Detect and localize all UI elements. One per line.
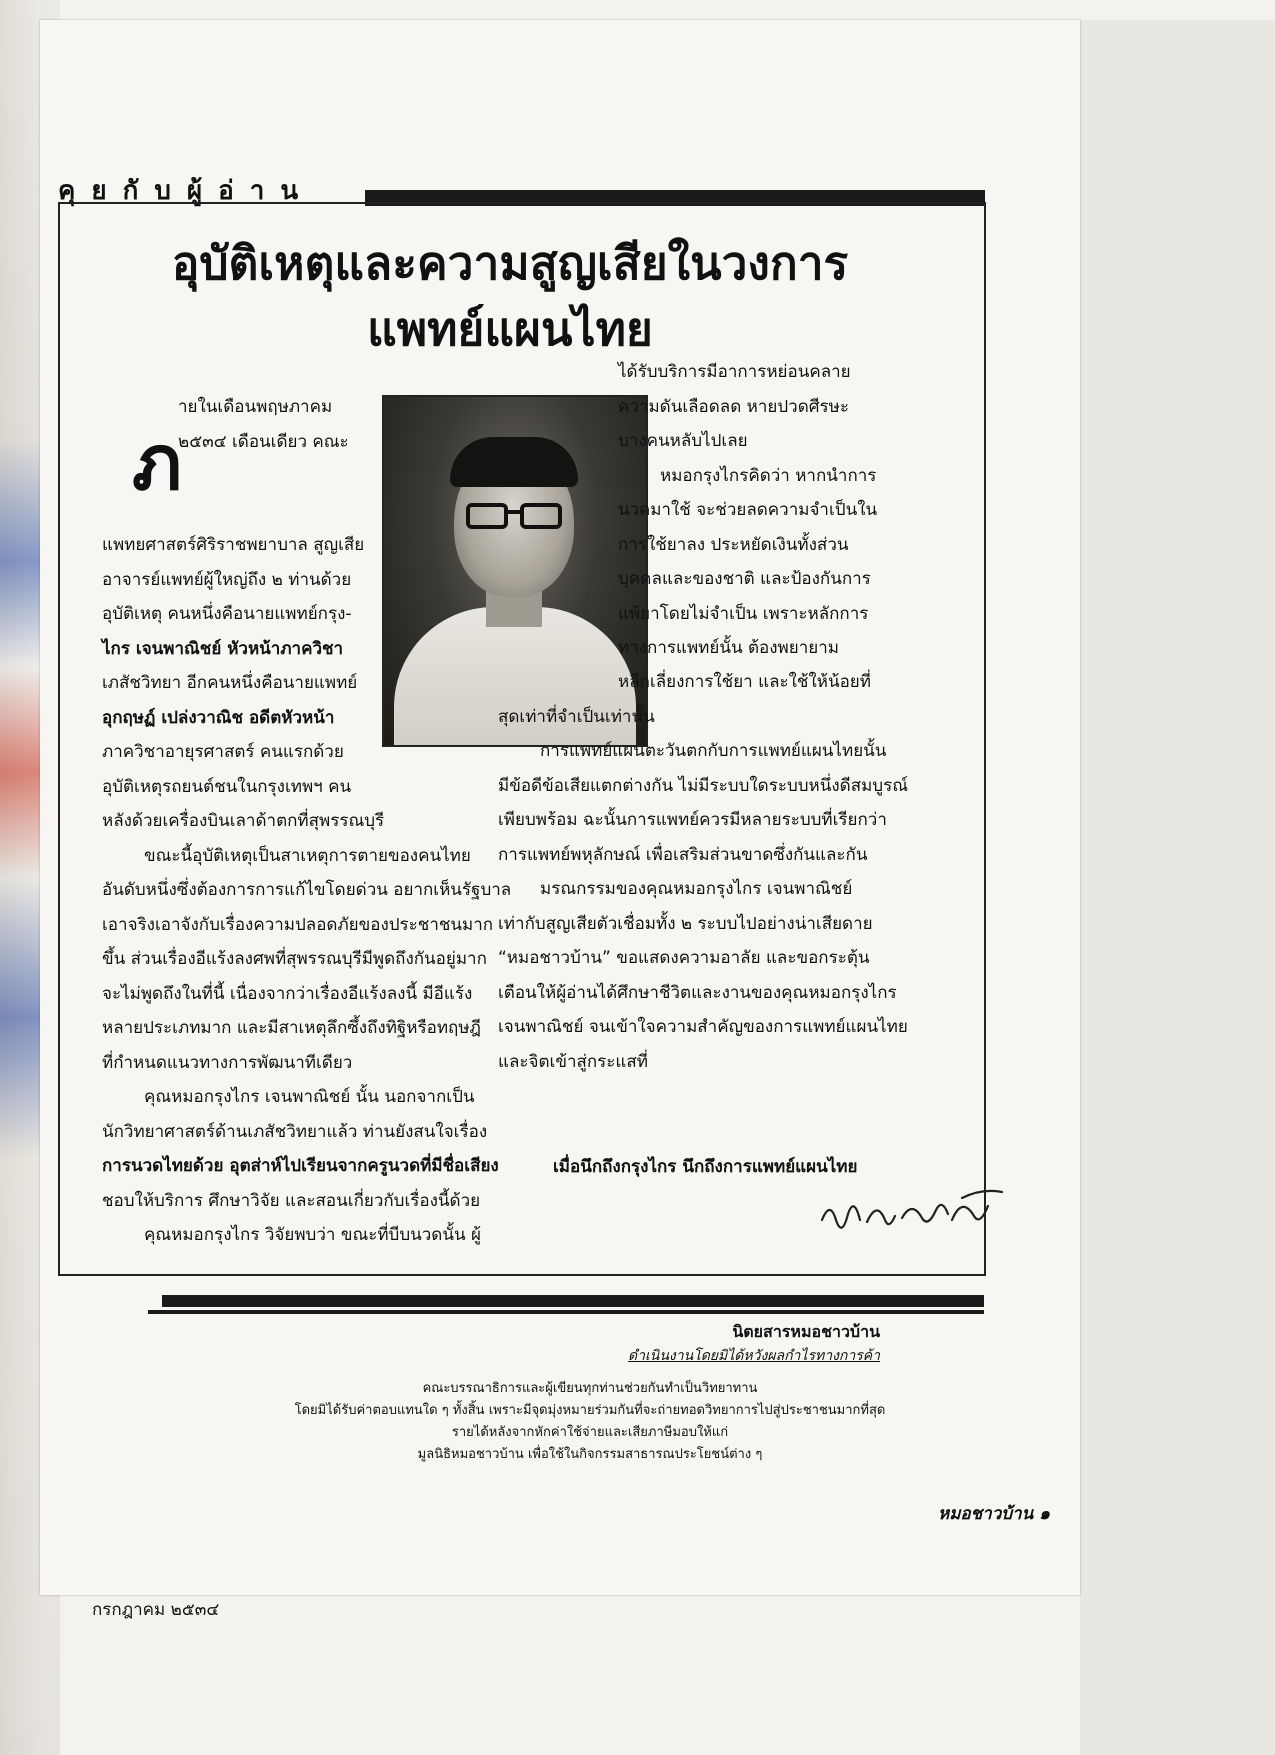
article-line: บางคนหลับไปเลย (618, 431, 748, 451)
footer-line: รายได้หลังจากหักค่าใช้จ่ายและเสียภาษีมอบให้แก่ (451, 1425, 729, 1440)
article-line: เตือนให้ผู้อ่านได้ศึกษาชีวิตและงานของคุณหมอกรุงไกร (498, 982, 897, 1003)
article-line: คุณหมอกรุงไกร วิจัยพบว่า ขณะที่บีบนวดนั้น ผู้ (144, 1225, 481, 1245)
article-line: เภสัชวิทยา อีกคนหนึ่งคือนายแพทย์ (102, 673, 358, 693)
article-line: และจิตเข้าสู่กระแสที่ (498, 1051, 648, 1072)
article-line: อันดับหนึ่งซึ่งต้องการการแก้ไขโดยด่วน อยากเห็นรัฐบาล (102, 880, 512, 900)
drop-cap: ภ (132, 418, 183, 507)
footer-text (240, 1378, 940, 1466)
article-line: หลายประเภทมาก และมีสาเหตุลึกซึ้งถึงทิฐิหรือทฤษฎี (102, 1018, 481, 1038)
article-line: อุบัติเหตุ คนหนึ่งคือนายแพทย์กรุง- (102, 604, 352, 624)
article-line: ไกร เจนพาณิชย์ หัวหน้าภาควิชา (102, 638, 344, 659)
article-line: จะไม่พูดถึงในที่นี้ เนื่องจากว่าเรื่องอีแร้งลงนี้ มีอีแร้ง (102, 983, 473, 1004)
magazine-page-number: หมอชาวบ้าน ๑ (938, 1504, 1050, 1524)
article-line: เพียบพร้อม ฉะนั้นการแพทย์ควรมีหลายระบบที่เรียกว่า (498, 810, 887, 830)
footer-line: โดยมิได้รับค่าตอบแทนใด ๆ ทั้งสิ้น เพราะมีจุดมุ่งหมายร่วมกันที่จะถ่ายทอดวิทยาการไปสู่ประชาชนมากที่สุด (294, 1403, 886, 1418)
title-line-1: อุบัติเหตุและความสูญเสียในวงการ (171, 236, 849, 290)
section-label: คุยกับผู้อ่าน (58, 176, 315, 206)
title-line-2: แพทย์แผนไทย (367, 302, 653, 356)
article-line: ได้รับบริการมีอาการหย่อนคลาย (618, 362, 851, 382)
article-line: เจนพาณิชย์ จนเข้าใจความสำคัญของการแพทย์แผนไทย (498, 1017, 908, 1037)
article-line: ขณะนี้อุบัติเหตุเป็นสาเหตุการตายของคนไทย (144, 845, 471, 866)
article-line: หลีกเลี่ยงการใช้ยา และใช้ให้น้อยที่ (618, 672, 871, 692)
article-line: ขึ้น ส่วนเรื่องอีแร้งลงศพที่สุพรรณบุรีมีพูดถึงกันอยู่มาก (102, 949, 487, 969)
footer-subtitle: ดำเนินงานโดยมิได้หวังผลกำไรทางการค้า (628, 1348, 880, 1364)
article-signoff: เมื่อนึกถึงกรุงไกร นึกถึงการแพทย์แผนไทย (553, 1157, 858, 1177)
article-line: “หมอชาวบ้าน” ขอแสดงความอาลัย และขอกระตุ้น (498, 948, 870, 968)
article-line: ที่กำหนดแนวทางการพัฒนาทีเดียว (102, 1052, 353, 1073)
article-title (80, 230, 940, 362)
article-line: หลังด้วยเครื่องบินเลาด้าตกที่สุพรรณบุรี (102, 811, 385, 831)
footer-rule-thin (148, 1310, 984, 1314)
article-line: ความดันเลือดลด หายปวดศีรษะ (618, 396, 850, 417)
article-line: การใช้ยาลง ประหยัดเงินทั้งส่วน (618, 534, 849, 555)
footer-line: มูลนิธิหมอชาวบ้าน เพื่อใช้ในกิจกรรมสาธารณประโยชน์ต่าง ๆ (417, 1447, 763, 1462)
article-line: นวดมาใช้ จะช่วยลดความจำเป็นใน (618, 500, 878, 520)
article-line: ทางการแพทย์นั้น ต้องพยายาม (618, 638, 839, 658)
footer-title: นิตยสารหมอชาวบ้าน (732, 1322, 880, 1341)
article-line: อุบัติเหตุรถยนต์ชนในกรุงเทพฯ คน (102, 776, 352, 797)
article-line: อุกฤษฏ์ เปล่งวาณิช อดีตหัวหน้า (102, 707, 335, 728)
article-line: การแพทย์แผนตะวันตกกับการแพทย์แผนไทยนั้น (540, 741, 887, 761)
magazine-page (40, 20, 1080, 1595)
column-2 (618, 355, 877, 666)
article-line: เอาจริงเอาจังกับเรื่องความปลอดภัยของประชาชนมาก (102, 914, 494, 935)
article-line: การนวดไทยด้วย อุตส่าห์ไปเรียนจากครูนวดที่มีชื่อเสียง (102, 1156, 499, 1176)
signature-image (812, 1180, 1022, 1240)
article-line: ชอบให้บริการ ศึกษาวิจัย และสอนเกี่ยวกับเรื่องนี้ด้วย (102, 1190, 481, 1211)
article-line: อาจารย์แพทย์ผู้ใหญ่ถึง ๒ ท่านด้วย (102, 569, 352, 590)
article-line: เท่ากับสูญเสียตัวเชื่อมทั้ง ๒ ระบบไปอย่างน่าเสียดาย (498, 913, 873, 934)
article-line: มรณกรรมของคุณหมอกรุงไกร เจนพาณิชย์ (540, 879, 853, 899)
next-page-edge (1080, 20, 1275, 1755)
footer-line: คณะบรรณาธิการและผู้เขียนทุกท่านช่วยกันทำเป็นวิทยาทาน (422, 1381, 758, 1396)
column-2-continued (498, 665, 908, 1079)
article-line: แพ้ยาโดยไม่จำเป็น เพราะหลักการ (618, 603, 869, 624)
article-line: บุคคลและของชาติ และป้องกันการ (618, 569, 871, 589)
article-line: ายในเดือนพฤษภาคม (178, 397, 333, 417)
article-line: มีข้อดีข้อเสียแตกต่างกัน ไม่มีระบบใดระบบหนึ่งดีสมบูรณ์ (498, 775, 908, 796)
article-line: นักวิทยาศาสตร์ด้านเภสัชวิทยาแล้ว ท่านยังสนใจเรื่อง (102, 1121, 488, 1142)
article-line: สุดเท่าที่จำเป็นเท่านั้น (498, 706, 655, 727)
article-line: การแพทย์พหุลักษณ์ เพื่อเสริมส่วนขาดซึ่งกันและกัน (498, 844, 868, 865)
article-line: ๒๕๓๔ เดือนเดียว คณะ (178, 431, 349, 452)
article-line: แพทยศาสตร์ศิริราชพยาบาล สูญเสีย (102, 535, 365, 555)
column-1-continued (102, 528, 511, 1253)
column-1 (178, 390, 349, 459)
footer-rule (162, 1295, 984, 1307)
glasses-icon (466, 502, 562, 530)
article-line: หมอกรุงไกรคิดว่า หากนำการ (660, 465, 877, 486)
article-line: ภาควิชาอายุรศาสตร์ คนแรกด้วย (102, 742, 344, 762)
issue-date: กรกฎาคม ๒๕๓๔ (92, 1600, 220, 1620)
article-line: คุณหมอกรุงไกร เจนพาณิชย์ นั้น นอกจากเป็น (144, 1087, 475, 1107)
